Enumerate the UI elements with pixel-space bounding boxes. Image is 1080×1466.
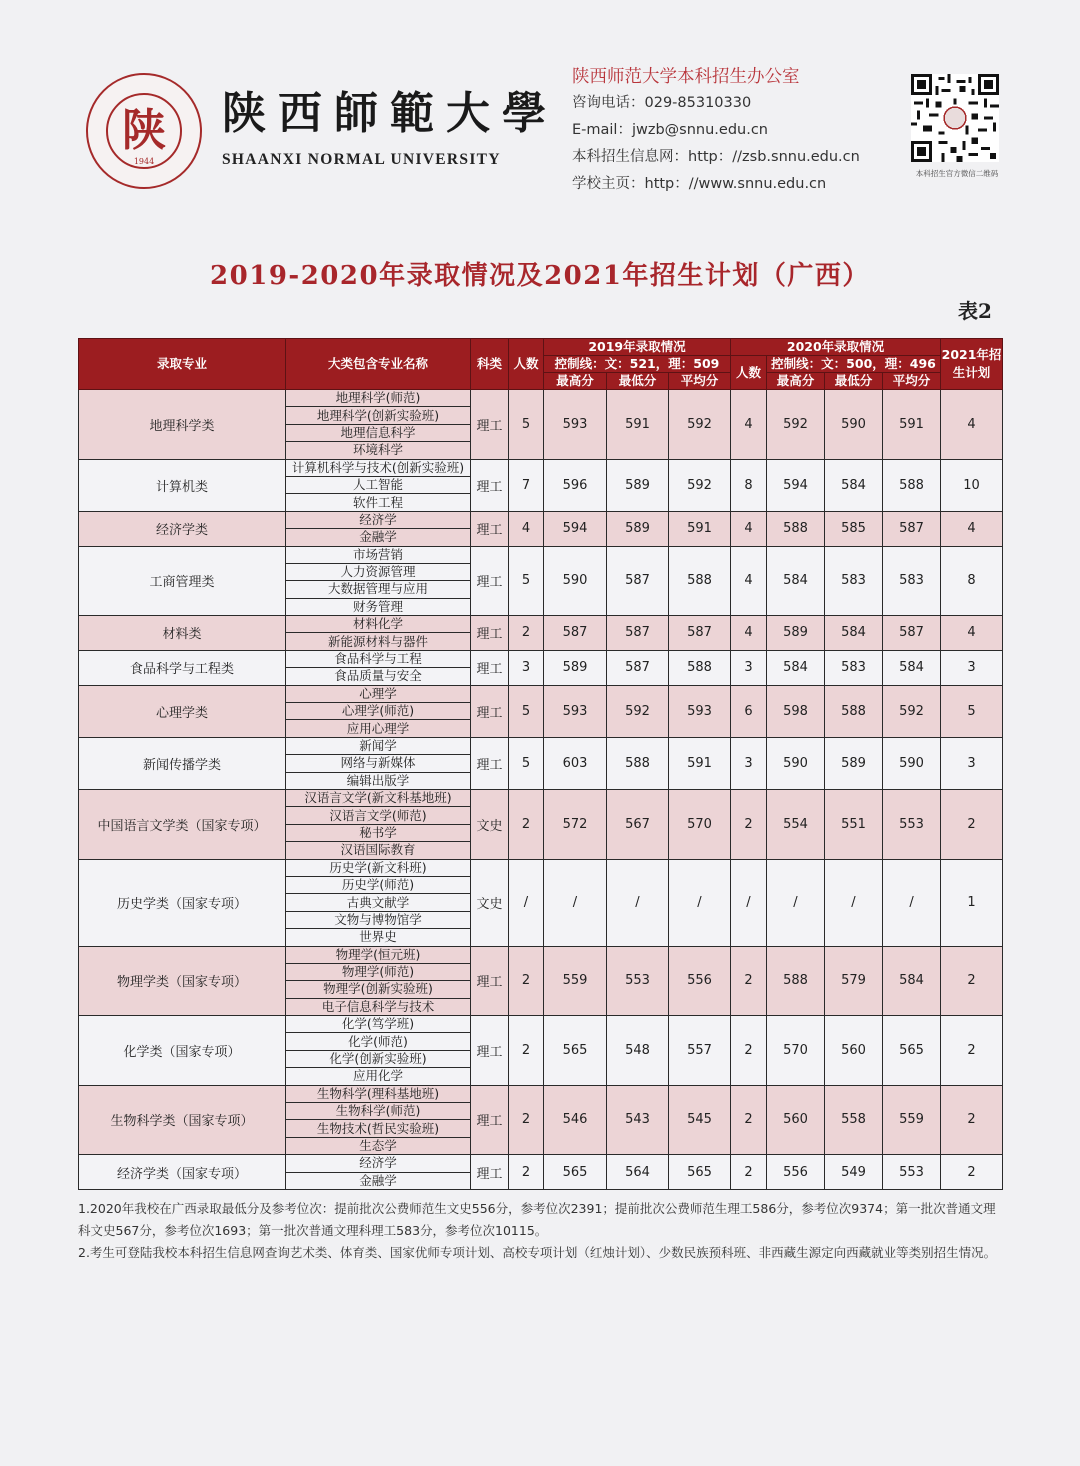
header-2019: 2019年录取情况	[544, 339, 731, 356]
cell-min2019: 564	[607, 1155, 669, 1190]
page-title: 2019-2020年录取情况及2021年招生计划（广西）	[210, 261, 870, 291]
table-row	[79, 616, 1003, 633]
cell-max2019: 596	[544, 459, 607, 511]
cell-count2020: 6	[731, 685, 767, 737]
phone-line: 咨询电话：029-85310330	[572, 95, 752, 111]
cell-min2019: /	[607, 859, 669, 946]
header-min-2020: 最低分	[825, 373, 883, 390]
cell-avg2020: 587	[883, 616, 941, 651]
sub-major: 金融学	[286, 529, 471, 546]
cell-min2019: 587	[607, 546, 669, 616]
subject-type: 文史	[471, 859, 509, 946]
cell-count2019: 2	[509, 1155, 544, 1190]
cell-count2019: /	[509, 859, 544, 946]
cell-max2019: 565	[544, 1155, 607, 1190]
major-category: 经济学类（国家专项）	[79, 1155, 286, 1190]
cell-min2019: 553	[607, 946, 669, 1016]
cell-count2019: 5	[509, 546, 544, 616]
sub-major: 化学(师范)	[286, 1033, 471, 1050]
university-name-en: SHAANXI NORMAL UNIVERSITY	[222, 151, 501, 168]
cell-avg2020: 584	[883, 946, 941, 1016]
cell-avg2019: 588	[669, 650, 731, 685]
cell-min2019: 592	[607, 685, 669, 737]
sub-major: 金融学	[286, 1172, 471, 1189]
cell-count2020: 4	[731, 390, 767, 460]
header-2020-control: 控制线：文：500，理：496	[767, 356, 941, 373]
seal-glyph: 陕	[122, 105, 166, 156]
sub-major: 地理科学(师范)	[286, 390, 471, 407]
cell-avg2020: 583	[883, 546, 941, 616]
cell-avg2019: 556	[669, 946, 731, 1016]
cell-min2020: 558	[825, 1085, 883, 1155]
sub-major: 计算机科学与技术(创新实验班)	[286, 459, 471, 476]
cell-max2020: 570	[767, 1016, 825, 1086]
table-row	[79, 1016, 1003, 1033]
cell-count2020: 2	[731, 1155, 767, 1190]
major-category: 中国语言文学类（国家专项）	[79, 789, 286, 859]
sub-major: 经济学	[286, 1155, 471, 1172]
major-category: 新闻传播学类	[79, 737, 286, 789]
cell-count2019: 2	[509, 946, 544, 1016]
cell-avg2019: 557	[669, 1016, 731, 1086]
cell-plan2021: 5	[941, 685, 1003, 737]
sub-major: 市场营销	[286, 546, 471, 563]
sub-major: 新能源材料与器件	[286, 633, 471, 650]
cell-min2020: 589	[825, 737, 883, 789]
cell-avg2019: 545	[669, 1085, 731, 1155]
cell-min2019: 587	[607, 650, 669, 685]
cell-min2019: 589	[607, 459, 669, 511]
cell-avg2019: 591	[669, 737, 731, 789]
cell-plan2021: 4	[941, 390, 1003, 460]
cell-avg2020: 592	[883, 685, 941, 737]
university-seal-logo	[86, 73, 202, 189]
header-count-2020: 人数	[731, 356, 767, 390]
sub-major: 环境科学	[286, 442, 471, 459]
sub-major: 汉语言文学(新文科基地班)	[286, 789, 471, 806]
major-category: 工商管理类	[79, 546, 286, 616]
cell-count2019: 5	[509, 685, 544, 737]
cell-plan2021: 2	[941, 1155, 1003, 1190]
table-row	[79, 789, 1003, 806]
cell-count2019: 5	[509, 390, 544, 460]
cell-min2020: 579	[825, 946, 883, 1016]
major-category: 物理学类（国家专项）	[79, 946, 286, 1016]
table-label: 表2	[958, 299, 992, 323]
footnotes	[78, 1198, 1008, 1264]
subject-type: 理工	[471, 546, 509, 616]
cell-count2020: 2	[731, 1016, 767, 1086]
cell-min2020: 585	[825, 511, 883, 546]
table-row	[79, 946, 1003, 963]
cell-count2020: 2	[731, 946, 767, 1016]
subject-type: 理工	[471, 650, 509, 685]
cell-max2020: 598	[767, 685, 825, 737]
cell-max2020: 588	[767, 946, 825, 1016]
sub-major: 大数据管理与应用	[286, 581, 471, 598]
cell-max2019: 589	[544, 650, 607, 685]
university-name-cn: 陕西師範大學	[222, 88, 558, 139]
cell-min2019: 591	[607, 390, 669, 460]
cell-count2019: 2	[509, 789, 544, 859]
cell-avg2020: /	[883, 859, 941, 946]
cell-min2020: 588	[825, 685, 883, 737]
cell-min2019: 543	[607, 1085, 669, 1155]
cell-count2020: 4	[731, 546, 767, 616]
cell-avg2019: 587	[669, 616, 731, 651]
cell-count2020: 4	[731, 511, 767, 546]
header-avg-2020: 平均分	[883, 373, 941, 390]
cell-avg2020: 588	[883, 459, 941, 511]
sub-major: 电子信息科学与技术	[286, 998, 471, 1015]
cell-max2019: /	[544, 859, 607, 946]
subject-type: 理工	[471, 946, 509, 1016]
cell-max2019: 572	[544, 789, 607, 859]
cell-min2019: 548	[607, 1016, 669, 1086]
cell-count2019: 2	[509, 1085, 544, 1155]
cell-avg2020: 553	[883, 789, 941, 859]
table-row	[79, 1085, 1003, 1102]
cell-max2020: 584	[767, 650, 825, 685]
major-category: 材料类	[79, 616, 286, 651]
subject-type: 理工	[471, 459, 509, 511]
cell-avg2019: 565	[669, 1155, 731, 1190]
sub-major: 生物科学(师范)	[286, 1103, 471, 1120]
cell-plan2021: 2	[941, 789, 1003, 859]
cell-min2019: 589	[607, 511, 669, 546]
cell-count2020: /	[731, 859, 767, 946]
table-row	[79, 737, 1003, 754]
header-plan-2021: 2021年招生计划	[941, 339, 1003, 390]
cell-max2020: 589	[767, 616, 825, 651]
cell-plan2021: 3	[941, 650, 1003, 685]
table-row	[79, 459, 1003, 476]
header-max-2020: 最高分	[767, 373, 825, 390]
qr-caption: 本科招生官方微信二维码	[915, 169, 999, 178]
cell-plan2021: 8	[941, 546, 1003, 616]
cell-avg2019: 592	[669, 390, 731, 460]
cell-avg2020: 565	[883, 1016, 941, 1086]
cell-count2019: 7	[509, 459, 544, 511]
cell-plan2021: 1	[941, 859, 1003, 946]
sub-major: 财务管理	[286, 598, 471, 615]
sub-major: 食品质量与安全	[286, 668, 471, 685]
cell-min2020: 583	[825, 546, 883, 616]
table-row	[79, 1155, 1003, 1172]
cell-min2020: 583	[825, 650, 883, 685]
sub-major: 网络与新媒体	[286, 755, 471, 772]
cell-max2019: 590	[544, 546, 607, 616]
cell-max2020: 560	[767, 1085, 825, 1155]
sub-major: 历史学(新文科班)	[286, 859, 471, 876]
sub-major: 人工智能	[286, 476, 471, 493]
cell-count2019: 2	[509, 1016, 544, 1086]
cell-count2020: 2	[731, 1085, 767, 1155]
subject-type: 理工	[471, 616, 509, 651]
cell-avg2020: 584	[883, 650, 941, 685]
subject-type: 理工	[471, 737, 509, 789]
sub-major: 化学(创新实验班)	[286, 1050, 471, 1067]
sub-major: 地理信息科学	[286, 424, 471, 441]
header-subject: 科类	[471, 339, 509, 390]
cell-avg2019: 591	[669, 511, 731, 546]
header-max-2019: 最高分	[544, 373, 607, 390]
cell-min2019: 567	[607, 789, 669, 859]
header-2019-control: 控制线：文：521，理：509	[544, 356, 731, 373]
subject-type: 理工	[471, 511, 509, 546]
cell-max2019: 546	[544, 1085, 607, 1155]
cell-count2020: 8	[731, 459, 767, 511]
footnote-1: 1.2020年我校在广西录取最低分及参考位次：提前批次公费师范生文史556分，参考位次2391；提前批次公费师范生理工586分，参考位次9374；第一批次普通文理科文史567分，参考位次1693；第一批次普通文理科理工583分，参考位次10115。	[78, 1201, 996, 1238]
office-name: 陕西师范大学本科招生办公室	[572, 67, 800, 87]
table-row	[79, 390, 1003, 407]
cell-max2019: 587	[544, 616, 607, 651]
sub-major: 应用心理学	[286, 720, 471, 737]
cell-count2020: 4	[731, 616, 767, 651]
footnote-2: 2.考生可登陆我校本科招生信息网查询艺术类、体育类、国家优师专项计划、高校专项计划（红烛计划）、少数民族预科班、非西藏生源定向西藏就业等类别招生情况。	[78, 1245, 997, 1260]
header-sub-majors: 大类包含专业名称	[286, 339, 471, 390]
sub-major: 世界史	[286, 929, 471, 946]
header-major: 录取专业	[79, 339, 286, 390]
major-category: 经济学类	[79, 511, 286, 546]
header-avg-2019: 平均分	[669, 373, 731, 390]
table-row	[79, 859, 1003, 876]
table-row	[79, 511, 1003, 528]
sub-major: 化学(笃学班)	[286, 1016, 471, 1033]
cell-max2019: 593	[544, 390, 607, 460]
cell-min2020: 584	[825, 616, 883, 651]
subject-type: 理工	[471, 1085, 509, 1155]
subject-type: 理工	[471, 1155, 509, 1190]
cell-avg2020: 591	[883, 390, 941, 460]
cell-max2019: 594	[544, 511, 607, 546]
table-row	[79, 546, 1003, 563]
cell-plan2021: 2	[941, 946, 1003, 1016]
cell-count2019: 3	[509, 650, 544, 685]
cell-count2020: 3	[731, 650, 767, 685]
cell-min2019: 587	[607, 616, 669, 651]
homepage-link[interactable]: 学校主页：http：//www.snnu.edu.cn	[572, 176, 827, 192]
cell-max2020: 590	[767, 737, 825, 789]
cell-plan2021: 4	[941, 616, 1003, 651]
sub-major: 生态学	[286, 1137, 471, 1154]
cell-max2020: /	[767, 859, 825, 946]
table-row	[79, 685, 1003, 702]
sub-major: 秘书学	[286, 824, 471, 841]
cell-plan2021: 4	[941, 511, 1003, 546]
cell-min2020: /	[825, 859, 883, 946]
cell-count2019: 4	[509, 511, 544, 546]
sub-major: 心理学	[286, 685, 471, 702]
sub-major: 经济学	[286, 511, 471, 528]
cell-max2020: 584	[767, 546, 825, 616]
cell-max2019: 565	[544, 1016, 607, 1086]
cell-min2020: 584	[825, 459, 883, 511]
sub-major: 汉语言文学(师范)	[286, 807, 471, 824]
header-2020: 2020年录取情况	[731, 339, 941, 356]
cell-plan2021: 2	[941, 1085, 1003, 1155]
admissions-site-link[interactable]: 本科招生信息网：http：//zsb.snnu.edu.cn	[572, 149, 860, 165]
sub-major: 历史学(师范)	[286, 876, 471, 893]
cell-min2020: 590	[825, 390, 883, 460]
subject-type: 文史	[471, 789, 509, 859]
sub-major: 编辑出版学	[286, 772, 471, 789]
sub-major: 地理科学(创新实验班)	[286, 407, 471, 424]
contact-block	[572, 64, 860, 198]
cell-count2020: 3	[731, 737, 767, 789]
sub-major: 物理学(创新实验班)	[286, 981, 471, 998]
major-category: 历史学类（国家专项）	[79, 859, 286, 946]
sub-major: 应用化学	[286, 1068, 471, 1085]
cell-avg2020: 559	[883, 1085, 941, 1155]
header-min-2019: 最低分	[607, 373, 669, 390]
sub-major: 人力资源管理	[286, 563, 471, 580]
cell-avg2019: /	[669, 859, 731, 946]
major-category: 地理科学类	[79, 390, 286, 460]
email-line[interactable]: E-mail：jwzb@snnu.edu.cn	[572, 122, 768, 138]
cell-avg2019: 593	[669, 685, 731, 737]
major-category: 化学类（国家专项）	[79, 1016, 286, 1086]
sub-major: 新闻学	[286, 737, 471, 754]
subject-type: 理工	[471, 685, 509, 737]
sub-major: 食品科学与工程	[286, 650, 471, 667]
major-category: 心理学类	[79, 685, 286, 737]
cell-min2019: 588	[607, 737, 669, 789]
cell-avg2020: 553	[883, 1155, 941, 1190]
cell-avg2019: 570	[669, 789, 731, 859]
subject-type: 理工	[471, 390, 509, 460]
cell-avg2019: 588	[669, 546, 731, 616]
major-category: 食品科学与工程类	[79, 650, 286, 685]
cell-plan2021: 10	[941, 459, 1003, 511]
sub-major: 物理学(恒元班)	[286, 946, 471, 963]
header-count-2019: 人数	[509, 339, 544, 390]
cell-max2019: 593	[544, 685, 607, 737]
table-row	[79, 650, 1003, 667]
cell-min2020: 549	[825, 1155, 883, 1190]
sub-major: 古典文献学	[286, 894, 471, 911]
major-category: 生物科学类（国家专项）	[79, 1085, 286, 1155]
cell-count2019: 2	[509, 616, 544, 651]
sub-major: 文物与博物馆学	[286, 911, 471, 928]
cell-plan2021: 3	[941, 737, 1003, 789]
seal-year: 1944	[133, 157, 155, 166]
cell-avg2020: 590	[883, 737, 941, 789]
cell-min2020: 551	[825, 789, 883, 859]
cell-max2020: 554	[767, 789, 825, 859]
cell-max2019: 603	[544, 737, 607, 789]
sub-major: 生物科学(理科基地班)	[286, 1085, 471, 1102]
sub-major: 物理学(师范)	[286, 963, 471, 980]
cell-max2020: 592	[767, 390, 825, 460]
cell-avg2019: 592	[669, 459, 731, 511]
sub-major: 软件工程	[286, 494, 471, 511]
cell-avg2020: 587	[883, 511, 941, 546]
subject-type: 理工	[471, 1016, 509, 1086]
sub-major: 汉语国际教育	[286, 842, 471, 859]
cell-plan2021: 2	[941, 1016, 1003, 1086]
cell-count2020: 2	[731, 789, 767, 859]
cell-max2020: 588	[767, 511, 825, 546]
qr-code-icon	[911, 74, 999, 162]
sub-major: 生物技术(哲民实验班)	[286, 1120, 471, 1137]
cell-min2020: 560	[825, 1016, 883, 1086]
cell-max2020: 556	[767, 1155, 825, 1190]
admission-table	[78, 338, 1002, 1190]
cell-max2019: 559	[544, 946, 607, 1016]
cell-max2020: 594	[767, 459, 825, 511]
cell-count2019: 5	[509, 737, 544, 789]
sub-major: 心理学(师范)	[286, 703, 471, 720]
major-category: 计算机类	[79, 459, 286, 511]
sub-major: 材料化学	[286, 616, 471, 633]
